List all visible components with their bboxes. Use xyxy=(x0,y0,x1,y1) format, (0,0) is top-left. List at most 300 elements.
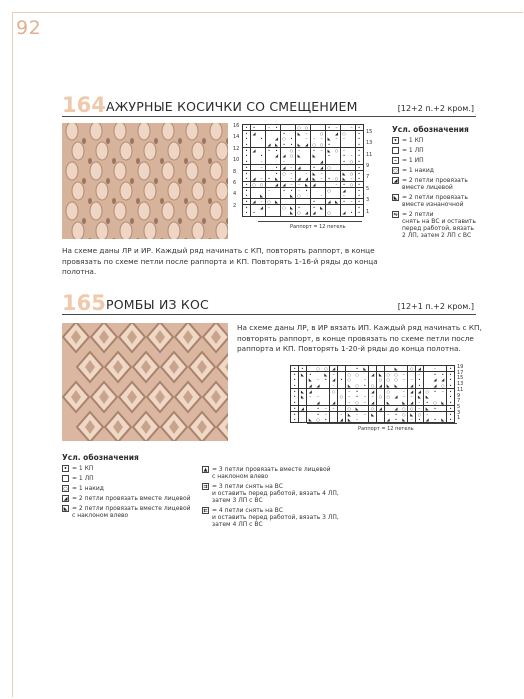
eyelet-hole xyxy=(202,218,206,224)
chart-cell: • xyxy=(243,171,250,176)
chart-cell: • xyxy=(326,176,333,181)
eyelet-hole xyxy=(184,158,188,164)
chart-cell: • xyxy=(356,205,363,210)
chart-cell: • xyxy=(356,125,363,130)
chart-cell: • xyxy=(356,148,363,153)
chart-cell: ○ xyxy=(319,130,324,136)
legend-symbol-icon: ⇉ xyxy=(203,484,208,490)
chart-cell: ◢ xyxy=(408,383,415,388)
chart-cell xyxy=(307,366,314,371)
chart-cell xyxy=(322,383,329,388)
row-number: 15 xyxy=(366,128,373,135)
chart-cell: – xyxy=(353,412,360,417)
chart-cell: • xyxy=(243,182,250,187)
cable-twist xyxy=(192,142,204,160)
chart-cell: ◣ xyxy=(312,176,316,182)
chart-cell: ◢ xyxy=(408,389,415,394)
chart-cell xyxy=(341,142,348,147)
chart-cell xyxy=(251,142,258,147)
chart-cell xyxy=(353,377,360,382)
chart-cell: ○ xyxy=(349,181,354,187)
chart-cell: • xyxy=(361,383,368,388)
chart-cell xyxy=(303,153,310,158)
chart-cell: • xyxy=(356,153,363,158)
chart-cell: ○ xyxy=(355,400,359,406)
chart-cell: – xyxy=(258,176,265,181)
legend-item xyxy=(202,483,352,504)
chart-cell: ○ xyxy=(289,153,294,159)
chart-cell xyxy=(318,188,325,193)
cable-twist xyxy=(162,123,174,140)
cable-twist xyxy=(192,222,204,239)
chart-cell xyxy=(348,131,355,136)
legend-165-right xyxy=(202,466,352,531)
chart-cell xyxy=(333,210,340,215)
legend-item xyxy=(392,211,482,239)
eyelet-hole xyxy=(202,178,206,184)
chart-cell: – xyxy=(318,148,325,153)
chart-cell: • xyxy=(243,159,250,164)
chart-cell: – xyxy=(333,182,340,187)
eyelet-hole xyxy=(154,138,158,144)
chart-cell xyxy=(266,171,273,176)
chart-cell: ◣ xyxy=(424,406,431,411)
eyelet-hole xyxy=(106,178,110,184)
cable-twist xyxy=(66,123,78,140)
eyelet-hole xyxy=(136,158,140,164)
chart-cell: ○ xyxy=(425,388,429,394)
chart-cell: – xyxy=(439,389,446,394)
chart-cell: ◢ xyxy=(274,136,279,142)
chart-cell xyxy=(326,205,333,210)
chart-cell xyxy=(266,131,273,136)
chart-cell xyxy=(251,188,258,193)
chart-cell: ◢ xyxy=(252,147,256,153)
chart-cell: ○ xyxy=(394,371,398,377)
chart-cell: • xyxy=(356,193,363,198)
chart-cell: – xyxy=(266,205,273,210)
chart-cell: ◢ xyxy=(297,176,301,182)
chart-cell xyxy=(341,125,348,130)
chart-cell: – xyxy=(311,136,318,141)
chart-cell: • xyxy=(431,389,438,394)
chart-165 xyxy=(290,364,464,432)
legend-text: = 2 петли снять на ВС и оставить перед работой, вязать 2 ЛП, затем 2 ЛП с ВС xyxy=(402,211,476,239)
cable-twist xyxy=(144,182,156,200)
chart-cell xyxy=(333,171,340,176)
chart-cell: • xyxy=(303,188,310,193)
chart-cell: – xyxy=(330,406,337,411)
section-repeat: [12+1 п.+2 кром.] xyxy=(397,302,474,311)
repeat-label: Раппорт = 12 петель xyxy=(290,224,346,230)
chart-cell: • xyxy=(291,377,298,382)
chart-cell: – xyxy=(307,394,314,399)
legend-item xyxy=(62,485,222,492)
chart-cell: ○ xyxy=(267,198,271,204)
chart-cell: – xyxy=(408,394,415,399)
chart-cell xyxy=(288,131,295,136)
chart-cell xyxy=(266,182,273,187)
cable-twist xyxy=(162,162,174,180)
chart-cell: ◢ xyxy=(312,181,316,187)
chart-cell xyxy=(439,366,446,371)
eyelet-hole xyxy=(160,158,164,164)
chart-cell xyxy=(333,188,340,193)
chart-cell: ◢ xyxy=(314,400,321,405)
chart-cell: ◣ xyxy=(289,193,294,199)
row-number: 3 xyxy=(457,409,461,416)
chart-cell: ○ xyxy=(386,371,390,377)
chart-cell: – xyxy=(416,372,423,377)
chart-cell: – xyxy=(333,136,340,141)
legend-item xyxy=(202,466,352,480)
chart-cell xyxy=(361,389,368,394)
chart-cell xyxy=(377,400,384,405)
chart-cell: – xyxy=(369,394,376,399)
cable-twist xyxy=(66,202,78,220)
row-number: 13 xyxy=(457,381,464,388)
chart-cell: ◢ xyxy=(282,164,286,170)
eyelet-hole xyxy=(130,178,134,184)
legend-symbol-icon xyxy=(62,475,69,482)
chart-cell: • xyxy=(243,153,250,158)
row-number: 11 xyxy=(366,151,373,158)
legend-symbol-icon: ◢ xyxy=(393,178,398,184)
chart-cell: ◣ xyxy=(416,394,423,399)
legend-text: = 1 накид xyxy=(402,167,434,174)
cable-twist xyxy=(216,182,228,200)
chart-cell: – xyxy=(330,372,337,377)
chart-cell xyxy=(326,171,333,176)
eyelet-hole xyxy=(178,138,182,144)
chart-cell: ◣ xyxy=(289,204,294,210)
chart-cell: ◣ xyxy=(327,136,331,142)
chart-cell: • xyxy=(281,131,288,136)
legend-text: = 2 петли провязать вместе лицевой xyxy=(402,177,468,191)
chart-cell: • xyxy=(447,412,454,417)
chart-cell xyxy=(273,131,280,136)
legend-symbol-icon: ○ xyxy=(63,486,68,492)
chart-cell: – xyxy=(348,199,355,204)
chart-cell: • xyxy=(258,153,265,158)
eyelet-hole xyxy=(130,218,134,224)
chart-cell xyxy=(273,188,280,193)
chart-cell xyxy=(322,394,329,399)
chart-cell xyxy=(338,406,345,411)
chart-cell: – xyxy=(322,406,329,411)
cable-twist xyxy=(186,162,198,180)
chart-cell: – xyxy=(385,412,392,417)
chart-cell xyxy=(281,125,288,130)
chart-cell xyxy=(288,199,295,204)
eyelet-hole xyxy=(130,138,134,144)
chart-cell: ◢ xyxy=(338,417,345,422)
eyelet-hole xyxy=(112,158,116,164)
chart-cell xyxy=(333,142,340,147)
chart-cell xyxy=(258,188,265,193)
section-header-164 xyxy=(62,94,476,117)
chart-cell: • xyxy=(291,394,298,399)
chart-cell: ◣ xyxy=(408,412,415,417)
section-title: АЖУРНЫЕ КОСИЧКИ СО СМЕЩЕНИЕМ xyxy=(106,99,358,114)
chart-cell: ◣ xyxy=(289,210,294,216)
chart-cell: • xyxy=(281,188,288,193)
chart-cell: – xyxy=(333,125,340,130)
chart-cell: ◢ xyxy=(342,187,346,193)
chart-cell: • xyxy=(416,377,423,382)
chart-cell: – xyxy=(400,372,407,377)
chart-cell: ◣ xyxy=(297,142,301,148)
eyelet-hole xyxy=(136,198,140,204)
chart-cell: ○ xyxy=(409,366,414,371)
chart-cell: ◢ xyxy=(392,394,399,399)
chart-cell: ○ xyxy=(349,170,354,176)
chart-cell: ◣ xyxy=(299,394,306,399)
chart-cell xyxy=(439,394,446,399)
chart-cell xyxy=(377,417,384,422)
chart-cell: ◣ xyxy=(297,130,301,136)
row-number: 16 xyxy=(233,123,240,129)
chart-cell: ○ xyxy=(349,159,354,165)
section-repeat: [12+2 п.+2 кром.] xyxy=(397,104,474,113)
eyelet-hole xyxy=(106,138,110,144)
chart-cell: ○ xyxy=(327,187,331,193)
chart-cell: ◣ xyxy=(392,366,399,371)
cable-twist xyxy=(72,182,84,200)
chart-cell xyxy=(303,165,310,170)
chart-cell: • xyxy=(356,199,363,204)
chart-cell: • xyxy=(447,383,454,388)
chart-cell xyxy=(296,199,303,204)
chart-cell xyxy=(281,148,288,153)
section-number: 164 xyxy=(62,93,106,117)
chart-cell xyxy=(318,210,325,215)
chart-cell: – xyxy=(318,136,325,141)
chart-cell xyxy=(439,406,446,411)
chart-cell xyxy=(338,389,345,394)
chart-cell xyxy=(303,205,310,210)
chart-cell: ◣ xyxy=(274,142,279,148)
chart-cell xyxy=(296,159,303,164)
chart-cell: ◢ xyxy=(252,130,256,136)
chart-cell xyxy=(369,377,376,382)
chart-cell xyxy=(281,199,288,204)
chart-cell: – xyxy=(288,176,295,181)
chart-cell xyxy=(326,159,333,164)
chart-cell: ◣ xyxy=(369,412,376,417)
chart-cell xyxy=(258,125,265,130)
chart-cell xyxy=(431,412,438,417)
chart-cell: – xyxy=(330,383,337,388)
chart-cell: ○ xyxy=(402,411,406,417)
chart-cell xyxy=(273,205,280,210)
chart-cell: • xyxy=(348,210,355,215)
chart-cell: ◢ xyxy=(297,164,301,170)
row-number: 11 xyxy=(457,386,464,393)
chart-cell: – xyxy=(281,159,288,164)
row-number: 8 xyxy=(233,168,237,175)
row-number: 5 xyxy=(457,403,461,410)
cable-twist xyxy=(210,123,222,140)
chart-cell: ◣ xyxy=(353,406,360,411)
cable-twist xyxy=(168,182,180,200)
chart-cell xyxy=(288,125,295,130)
chart-cell: ◢ xyxy=(314,383,321,388)
chart-cell: – xyxy=(361,412,368,417)
chart-cell xyxy=(288,159,295,164)
chart-cell: • xyxy=(291,417,298,422)
chart-cell xyxy=(431,394,438,399)
eyelet-hole xyxy=(88,158,92,164)
chart-cell: ○ xyxy=(316,417,320,423)
cable-twist xyxy=(66,162,78,180)
legend-text: = 3 петли снять на ВС и оставить перед работой, вязать 4 ЛП, затем 3 ЛП с ВС xyxy=(212,483,339,504)
chart-cell xyxy=(299,377,306,382)
row-number: 10 xyxy=(233,157,240,164)
chart-cell xyxy=(273,210,280,215)
chart-cell xyxy=(318,153,325,158)
chart-cell xyxy=(361,372,368,377)
chart-cell: ◣ xyxy=(297,153,301,159)
chart-cell: ◣ xyxy=(307,417,314,422)
chart-cell: • xyxy=(338,377,345,382)
chart-cell: ◢ xyxy=(327,198,331,204)
eyelet-hole xyxy=(154,218,158,224)
chart-cell xyxy=(361,406,368,411)
chart-cell xyxy=(311,188,318,193)
row-number: 9 xyxy=(457,392,461,399)
chart-cell: ○ xyxy=(282,136,286,142)
chart-cell: • xyxy=(296,205,303,210)
chart-cell xyxy=(251,171,258,176)
eyelet-hole xyxy=(88,198,92,204)
chart-cell: – xyxy=(348,176,355,181)
chart-cell: ○ xyxy=(342,130,346,136)
chart-cell xyxy=(377,366,384,371)
chart-cell: • xyxy=(307,372,314,377)
knit-sample-photo-164 xyxy=(62,123,228,239)
chart-cell: ◢ xyxy=(304,176,309,182)
chart-cell xyxy=(273,193,280,198)
chart-cell: – xyxy=(314,394,321,399)
chart-cell xyxy=(273,159,280,164)
chart-cell: • xyxy=(392,412,399,417)
chart-cell: • xyxy=(291,372,298,377)
chart-cell: – xyxy=(314,377,321,382)
chart-cell: • xyxy=(288,136,295,141)
legend-symbol-icon: ⇇ xyxy=(203,508,208,514)
chart-grid-165 xyxy=(290,365,455,423)
cable-twist xyxy=(120,222,132,239)
chart-cell: ◢ xyxy=(334,130,339,136)
chart-cell: ◢ xyxy=(299,406,306,411)
cable-twist xyxy=(72,142,84,160)
chart-cell: ◣ xyxy=(361,366,368,371)
chart-cell xyxy=(338,372,345,377)
chart-cell xyxy=(318,199,325,204)
chart-cell: • xyxy=(243,131,250,136)
row-number: 6 xyxy=(233,180,237,186)
chart-cell: ◣ xyxy=(424,394,431,399)
eyelet-hole xyxy=(82,138,86,144)
chart-cell: • xyxy=(341,182,348,187)
chart-cell: • xyxy=(314,412,321,417)
chart-cell: • xyxy=(273,148,280,153)
chart-cell: ◣ xyxy=(377,372,384,377)
chart-cell xyxy=(333,165,340,170)
chart-cell xyxy=(348,142,355,147)
cable-twist xyxy=(138,162,150,180)
section-title: РОМБЫ ИЗ КОС xyxy=(106,297,209,312)
cable-twist xyxy=(162,202,174,220)
chart-cell: ○ xyxy=(327,210,331,216)
legend-text: = 3 петли провязать вместе лицевой с наклоном влево xyxy=(212,466,331,480)
cable-twist xyxy=(90,123,102,140)
chart-cell: ○ xyxy=(316,366,320,371)
chart-cell xyxy=(266,159,273,164)
chart-cell: ◢ xyxy=(392,406,399,411)
chart-cell: – xyxy=(424,412,431,417)
chart-cell: ◣ xyxy=(334,198,339,204)
legend-item xyxy=(62,475,222,482)
chart-cell xyxy=(330,417,337,422)
chart-cell: ◢ xyxy=(307,383,314,388)
chart-cell: • xyxy=(291,406,298,411)
chart-cell: – xyxy=(318,193,325,198)
chart-cell: • xyxy=(291,383,298,388)
eyelet-hole xyxy=(112,198,116,204)
chart-cell: ◢ xyxy=(431,377,438,382)
chart-cell: ◢ xyxy=(319,164,324,170)
chart-cell: ◢ xyxy=(342,210,346,216)
chart-cell: ◣ xyxy=(274,176,279,182)
cable-twist xyxy=(192,182,204,200)
chart-cell: • xyxy=(311,199,318,204)
chart-cell: ○ xyxy=(289,147,294,153)
legend-item xyxy=(62,495,222,502)
chart-cell: ○ xyxy=(327,164,331,170)
chart-cell: ○ xyxy=(347,405,351,411)
chart-cell: – xyxy=(318,171,325,176)
chart-cell xyxy=(326,131,333,136)
chart-cell: ◣ xyxy=(385,400,392,405)
chart-cell: – xyxy=(400,377,407,382)
chart-cell xyxy=(299,417,306,422)
row-number: 2 xyxy=(233,202,237,209)
chart-cell: • xyxy=(356,210,363,215)
chart-cell xyxy=(318,125,325,130)
chart-cell: • xyxy=(326,125,333,130)
row-number: 7 xyxy=(366,174,370,181)
legend-item xyxy=(202,507,352,528)
legend-text: = 1 КП xyxy=(72,465,94,472)
chart-cell: • xyxy=(356,188,363,193)
chart-cell: • xyxy=(447,417,454,422)
chart-cell: ○ xyxy=(441,383,445,389)
chart-cell: • xyxy=(243,148,250,153)
chart-cell xyxy=(348,136,355,141)
chart-cell: • xyxy=(326,153,333,158)
legend-item xyxy=(392,157,482,164)
chart-cell xyxy=(266,193,273,198)
legend-symbol-icon: ○ xyxy=(393,168,398,174)
legend-symbol-icon: • xyxy=(63,466,68,472)
chart-cell: – xyxy=(288,165,295,170)
chart-cell: • xyxy=(273,165,280,170)
chart-cell xyxy=(296,136,303,141)
chart-cell: ◣ xyxy=(312,153,316,159)
chart-cell xyxy=(392,400,399,405)
